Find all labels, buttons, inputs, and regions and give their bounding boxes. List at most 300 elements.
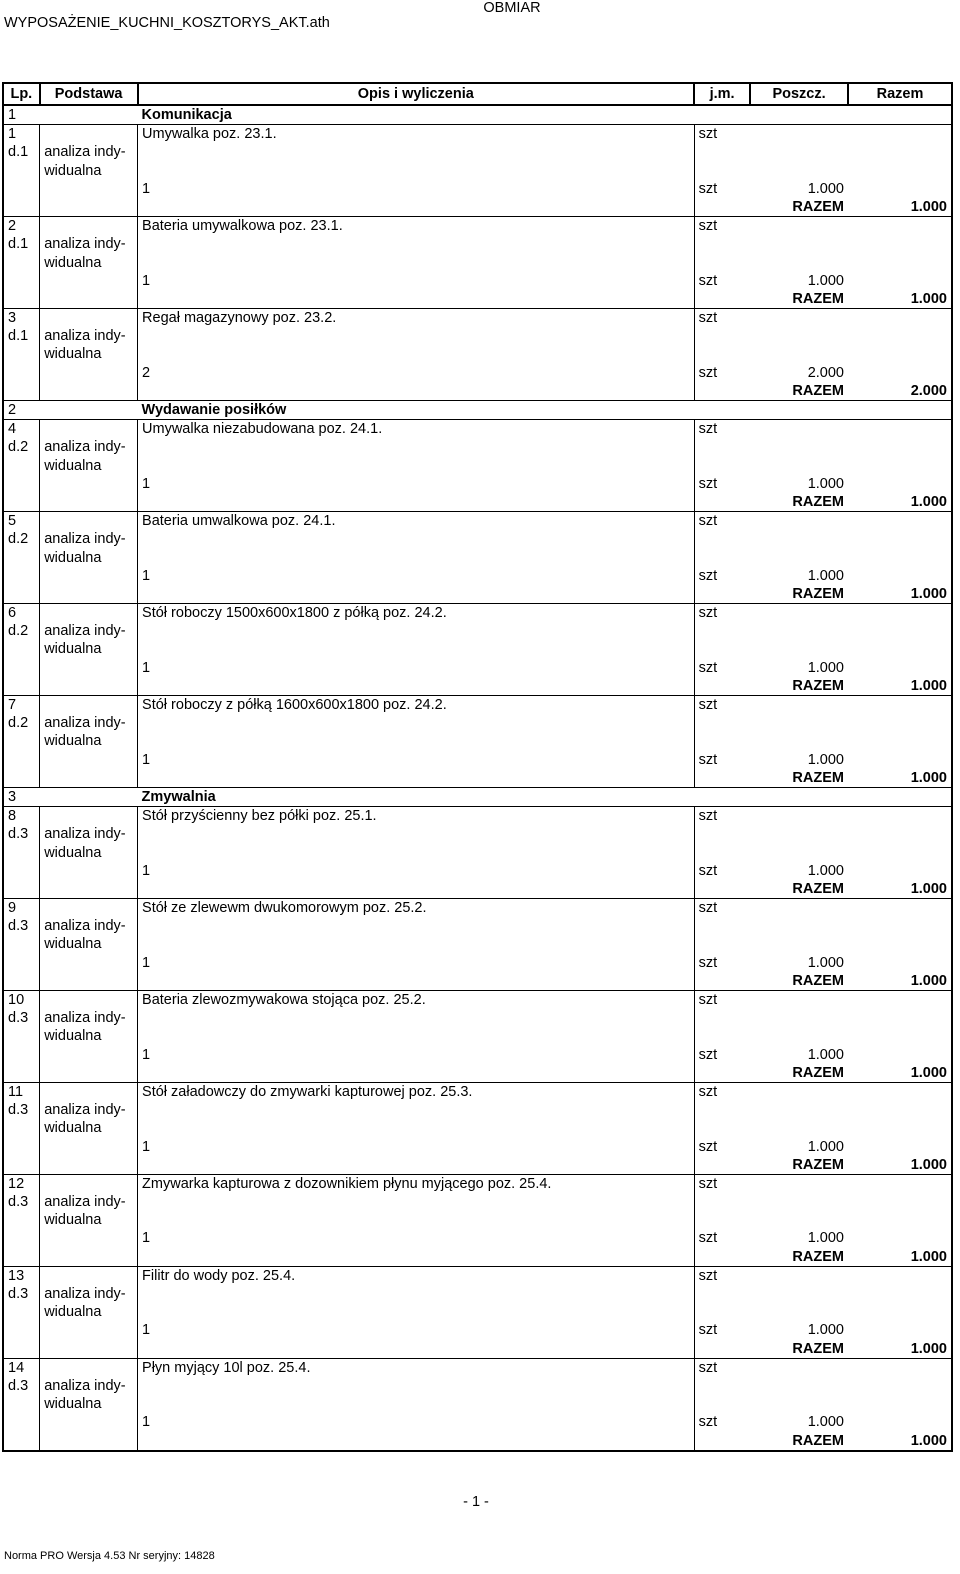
item-basis: widualna <box>40 254 138 272</box>
empty-cell <box>848 364 952 382</box>
empty-cell <box>848 1119 952 1137</box>
item-row <box>3 917 952 935</box>
empty-cell <box>138 640 695 658</box>
item-row <box>3 1082 952 1101</box>
item-row <box>3 309 952 328</box>
empty-cell <box>3 844 40 862</box>
item-row <box>3 457 952 475</box>
item-unit: szt <box>694 991 750 1010</box>
empty-cell <box>138 935 695 953</box>
item-description: Stół ze zlewewm dwukomorowym poz. 25.2. <box>138 899 695 918</box>
item-chapter: d.3 <box>3 1285 40 1303</box>
empty-cell <box>694 401 750 420</box>
item-row <box>3 899 952 918</box>
item-row <box>3 420 952 439</box>
empty-cell <box>40 1358 138 1377</box>
empty-cell <box>848 438 952 456</box>
empty-cell <box>40 1064 138 1083</box>
empty-cell <box>848 659 952 677</box>
item-unit: szt <box>694 1358 750 1377</box>
empty-cell <box>3 1303 40 1321</box>
item-basis: widualna <box>40 457 138 475</box>
item-row <box>3 1211 952 1229</box>
item-total: 1.000 <box>848 1064 952 1083</box>
empty-cell <box>3 457 40 475</box>
item-chapter: d.1 <box>3 327 40 345</box>
empty-cell <box>138 1156 695 1175</box>
item-total: 1.000 <box>848 1156 952 1175</box>
item-number: 5 <box>3 512 40 531</box>
section-name: Komunikacja <box>138 105 695 125</box>
item-row <box>3 825 952 843</box>
empty-cell <box>138 1377 695 1395</box>
item-number: 9 <box>3 899 40 918</box>
empty-cell <box>3 567 40 585</box>
empty-cell <box>3 475 40 493</box>
item-number: 3 <box>3 309 40 328</box>
item-unit: szt <box>694 309 750 328</box>
empty-cell <box>40 972 138 991</box>
empty-cell <box>138 530 695 548</box>
item-row <box>3 1395 952 1413</box>
empty-cell <box>138 732 695 750</box>
empty-cell <box>138 880 695 899</box>
empty-cell <box>848 1211 952 1229</box>
item-row <box>3 1285 952 1303</box>
empty-cell <box>694 844 750 862</box>
empty-cell <box>750 420 848 439</box>
empty-cell <box>40 198 138 217</box>
item-row <box>3 512 952 531</box>
calc-row <box>3 364 952 382</box>
item-description: Umywalka niezabudowana poz. 24.1. <box>138 420 695 439</box>
item-unit: szt <box>694 899 750 918</box>
empty-cell <box>3 1413 40 1431</box>
item-unit: szt <box>694 604 750 623</box>
empty-cell <box>40 1340 138 1359</box>
item-quantity: 1 <box>138 567 695 585</box>
empty-cell <box>694 1193 750 1211</box>
item-unit: szt <box>694 125 750 144</box>
empty-cell <box>750 1285 848 1303</box>
item-total: 1.000 <box>848 585 952 604</box>
item-unit: szt <box>694 1266 750 1285</box>
empty-cell <box>848 272 952 290</box>
empty-cell <box>40 567 138 585</box>
item-unit: szt <box>694 659 750 677</box>
empty-cell <box>750 640 848 658</box>
empty-cell <box>138 1248 695 1267</box>
empty-cell <box>750 1211 848 1229</box>
empty-cell <box>848 787 952 806</box>
empty-cell <box>694 640 750 658</box>
empty-cell <box>848 1321 952 1339</box>
empty-cell <box>3 1027 40 1045</box>
empty-cell <box>138 438 695 456</box>
item-row <box>3 732 952 750</box>
item-chapter: d.3 <box>3 917 40 935</box>
empty-cell <box>848 844 952 862</box>
item-description: Umywalka poz. 23.1. <box>138 125 695 144</box>
item-basis: analiza indy- <box>40 825 138 843</box>
empty-cell <box>848 714 952 732</box>
empty-cell <box>3 493 40 512</box>
item-unit: szt <box>694 696 750 715</box>
empty-cell <box>694 457 750 475</box>
item-unit: szt <box>694 512 750 531</box>
empty-cell <box>848 1082 952 1101</box>
item-description: Bateria umywalkowa poz. 23.1. <box>138 217 695 236</box>
empty-cell <box>3 382 40 401</box>
empty-cell <box>3 659 40 677</box>
total-row <box>3 1432 952 1451</box>
empty-cell <box>138 622 695 640</box>
total-row <box>3 493 952 512</box>
calc-row <box>3 180 952 198</box>
empty-cell <box>40 1138 138 1156</box>
item-basis: widualna <box>40 640 138 658</box>
empty-cell <box>750 438 848 456</box>
empty-cell <box>848 935 952 953</box>
calc-row <box>3 1413 952 1431</box>
empty-cell <box>40 217 138 236</box>
empty-cell <box>138 290 695 309</box>
item-unit: szt <box>694 420 750 439</box>
calc-row <box>3 475 952 493</box>
empty-cell <box>848 567 952 585</box>
empty-cell <box>750 1358 848 1377</box>
empty-cell <box>138 1193 695 1211</box>
item-row <box>3 217 952 236</box>
empty-cell <box>694 162 750 180</box>
empty-cell <box>750 844 848 862</box>
item-chapter: d.3 <box>3 1009 40 1027</box>
empty-cell <box>138 457 695 475</box>
item-basis: analiza indy- <box>40 1193 138 1211</box>
item-description: Bateria umwalkowa poz. 24.1. <box>138 512 695 531</box>
item-unit: szt <box>694 364 750 382</box>
empty-cell <box>3 1138 40 1156</box>
empty-cell <box>3 549 40 567</box>
item-number: 4 <box>3 420 40 439</box>
empty-cell <box>848 530 952 548</box>
empty-cell <box>694 732 750 750</box>
empty-cell <box>138 1340 695 1359</box>
item-row <box>3 1303 952 1321</box>
empty-cell <box>40 585 138 604</box>
item-basis: analiza indy- <box>40 1009 138 1027</box>
item-row <box>3 604 952 623</box>
empty-cell <box>848 457 952 475</box>
item-row <box>3 622 952 640</box>
item-number: 12 <box>3 1174 40 1193</box>
empty-cell <box>3 1340 40 1359</box>
item-partial-value: 1.000 <box>807 1138 844 1155</box>
empty-cell <box>40 1432 138 1451</box>
empty-cell <box>694 1211 750 1229</box>
item-row <box>3 696 952 715</box>
empty-cell <box>848 899 952 918</box>
calc-row <box>3 272 952 290</box>
empty-cell <box>40 382 138 401</box>
item-quantity: 1 <box>138 659 695 677</box>
item-partial-value: 1.000 <box>807 1322 844 1339</box>
calc-row <box>3 1046 952 1064</box>
item-chapter: d.3 <box>3 1377 40 1395</box>
empty-cell <box>40 787 138 806</box>
item-quantity: 1 <box>138 862 695 880</box>
empty-cell <box>848 807 952 826</box>
item-basis: analiza indy- <box>40 438 138 456</box>
empty-cell <box>40 899 138 918</box>
item-quantity: 1 <box>138 180 695 198</box>
empty-cell <box>138 382 695 401</box>
empty-cell <box>3 751 40 769</box>
empty-cell <box>3 345 40 363</box>
empty-cell <box>694 235 750 253</box>
empty-cell <box>694 549 750 567</box>
total-label: RAZEM <box>792 1248 844 1265</box>
item-basis: widualna <box>40 1395 138 1413</box>
empty-cell <box>3 1156 40 1175</box>
empty-cell <box>750 401 848 420</box>
column-header: j.m. <box>694 83 750 105</box>
empty-cell <box>138 1119 695 1137</box>
calc-row <box>3 862 952 880</box>
item-basis: widualna <box>40 1211 138 1229</box>
empty-cell <box>848 1138 952 1156</box>
item-total: 1.000 <box>848 769 952 788</box>
empty-cell <box>694 105 750 125</box>
item-description: Płyn myjący 10l poz. 25.4. <box>138 1358 695 1377</box>
item-basis: analiza indy- <box>40 622 138 640</box>
item-partial-value: 1.000 <box>807 1230 844 1247</box>
empty-cell <box>694 787 750 806</box>
item-unit: szt <box>694 180 750 198</box>
empty-cell <box>750 345 848 363</box>
empty-cell <box>3 180 40 198</box>
empty-cell <box>3 1395 40 1413</box>
empty-cell <box>694 972 750 991</box>
empty-cell <box>138 1432 695 1451</box>
item-basis: analiza indy- <box>40 530 138 548</box>
empty-cell <box>40 180 138 198</box>
item-basis: widualna <box>40 1303 138 1321</box>
empty-cell <box>138 1395 695 1413</box>
empty-cell <box>750 254 848 272</box>
empty-cell <box>40 862 138 880</box>
empty-cell <box>750 1082 848 1101</box>
empty-cell <box>750 105 848 125</box>
item-unit: szt <box>694 567 750 585</box>
item-chapter: d.1 <box>3 235 40 253</box>
item-number: 11 <box>3 1082 40 1101</box>
empty-cell <box>694 935 750 953</box>
empty-cell <box>138 714 695 732</box>
item-row <box>3 1266 952 1285</box>
section-number: 2 <box>3 401 40 420</box>
item-number: 14 <box>3 1358 40 1377</box>
empty-cell <box>848 1009 952 1027</box>
empty-cell <box>750 512 848 531</box>
empty-cell <box>138 1211 695 1229</box>
empty-cell <box>848 917 952 935</box>
page-number: - 1 - <box>463 1494 489 1510</box>
empty-cell <box>694 530 750 548</box>
empty-cell <box>40 1413 138 1431</box>
empty-cell <box>138 825 695 843</box>
empty-cell <box>848 549 952 567</box>
empty-cell <box>750 327 848 345</box>
item-total: 1.000 <box>848 1340 952 1359</box>
total-row <box>3 972 952 991</box>
item-total: 1.000 <box>848 972 952 991</box>
item-total: 1.000 <box>848 880 952 899</box>
empty-cell <box>750 457 848 475</box>
empty-cell <box>750 1009 848 1027</box>
empty-cell <box>848 143 952 161</box>
empty-cell <box>3 1321 40 1339</box>
empty-cell <box>40 125 138 144</box>
empty-cell <box>848 622 952 640</box>
empty-cell <box>138 769 695 788</box>
empty-cell <box>40 604 138 623</box>
item-unit: szt <box>694 862 750 880</box>
empty-cell <box>3 640 40 658</box>
empty-cell <box>694 1285 750 1303</box>
document-title: OBMIAR <box>483 0 541 16</box>
calc-row <box>3 954 952 972</box>
table-header-row <box>3 83 952 105</box>
estimate-table <box>2 82 953 1452</box>
item-description: Bateria zlewozmywakowa stojąca poz. 25.2. <box>138 991 695 1010</box>
item-chapter: d.2 <box>3 438 40 456</box>
empty-cell <box>848 180 952 198</box>
section-name: Zmywalnia <box>138 787 695 806</box>
empty-cell <box>750 604 848 623</box>
empty-cell <box>750 1119 848 1137</box>
empty-cell <box>750 125 848 144</box>
empty-cell <box>40 751 138 769</box>
empty-cell <box>848 475 952 493</box>
item-total: 1.000 <box>848 290 952 309</box>
calc-row <box>3 1321 952 1339</box>
empty-cell <box>848 862 952 880</box>
total-row <box>3 880 952 899</box>
item-quantity: 1 <box>138 1229 695 1247</box>
empty-cell <box>750 235 848 253</box>
empty-cell <box>750 1027 848 1045</box>
empty-cell <box>848 512 952 531</box>
total-row <box>3 198 952 217</box>
empty-cell <box>694 198 750 217</box>
empty-cell <box>40 677 138 696</box>
empty-cell <box>3 198 40 217</box>
empty-cell <box>848 1303 952 1321</box>
total-label: RAZEM <box>792 880 844 897</box>
empty-cell <box>138 844 695 862</box>
item-quantity: 2 <box>138 364 695 382</box>
empty-cell <box>694 254 750 272</box>
item-row <box>3 1027 952 1045</box>
item-partial-value: 1.000 <box>807 1046 844 1063</box>
item-row <box>3 235 952 253</box>
empty-cell <box>138 235 695 253</box>
empty-cell <box>750 1303 848 1321</box>
empty-cell <box>848 1358 952 1377</box>
empty-cell <box>3 364 40 382</box>
item-chapter: d.2 <box>3 530 40 548</box>
item-number: 6 <box>3 604 40 623</box>
item-unit: szt <box>694 1229 750 1247</box>
total-label: RAZEM <box>750 1432 848 1451</box>
item-number: 7 <box>3 696 40 715</box>
empty-cell <box>694 438 750 456</box>
empty-cell <box>750 714 848 732</box>
empty-cell <box>694 1009 750 1027</box>
empty-cell <box>3 677 40 696</box>
empty-cell <box>40 1046 138 1064</box>
item-number: 2 <box>3 217 40 236</box>
empty-cell <box>750 825 848 843</box>
empty-cell <box>694 917 750 935</box>
empty-cell <box>848 825 952 843</box>
empty-cell <box>750 696 848 715</box>
total-row <box>3 1156 952 1175</box>
calc-row <box>3 659 952 677</box>
item-unit: szt <box>694 475 750 493</box>
empty-cell <box>750 1101 848 1119</box>
item-number: 1 <box>3 125 40 144</box>
empty-cell <box>40 880 138 899</box>
empty-cell <box>3 732 40 750</box>
empty-cell <box>750 807 848 826</box>
item-partial-value: 1.000 <box>807 272 844 289</box>
item-row <box>3 991 952 1010</box>
item-chapter: d.3 <box>3 825 40 843</box>
empty-cell <box>694 1303 750 1321</box>
item-basis: analiza indy- <box>40 714 138 732</box>
empty-cell <box>3 254 40 272</box>
empty-cell <box>750 1174 848 1193</box>
empty-cell <box>40 309 138 328</box>
item-row <box>3 935 952 953</box>
empty-cell <box>694 493 750 512</box>
empty-cell <box>138 1101 695 1119</box>
empty-cell <box>40 105 138 125</box>
item-unit: szt <box>694 751 750 769</box>
empty-cell <box>694 880 750 899</box>
item-quantity: 1 <box>138 272 695 290</box>
item-description: Zmywarka kapturowa z dozownikiem płynu myjącego poz. 25.4. <box>138 1174 695 1193</box>
empty-cell <box>138 917 695 935</box>
section-number: 1 <box>3 105 40 125</box>
calc-row <box>3 1138 952 1156</box>
empty-cell <box>750 622 848 640</box>
item-total: 1.000 <box>848 493 952 512</box>
empty-cell <box>694 1119 750 1137</box>
empty-cell <box>3 1432 40 1451</box>
empty-cell <box>40 696 138 715</box>
total-row <box>3 1248 952 1267</box>
empty-cell <box>40 1082 138 1101</box>
empty-cell <box>3 272 40 290</box>
empty-cell <box>750 162 848 180</box>
empty-cell <box>40 401 138 420</box>
empty-cell <box>3 1248 40 1267</box>
item-description: Regał magazynowy poz. 23.2. <box>138 309 695 328</box>
empty-cell <box>3 880 40 899</box>
